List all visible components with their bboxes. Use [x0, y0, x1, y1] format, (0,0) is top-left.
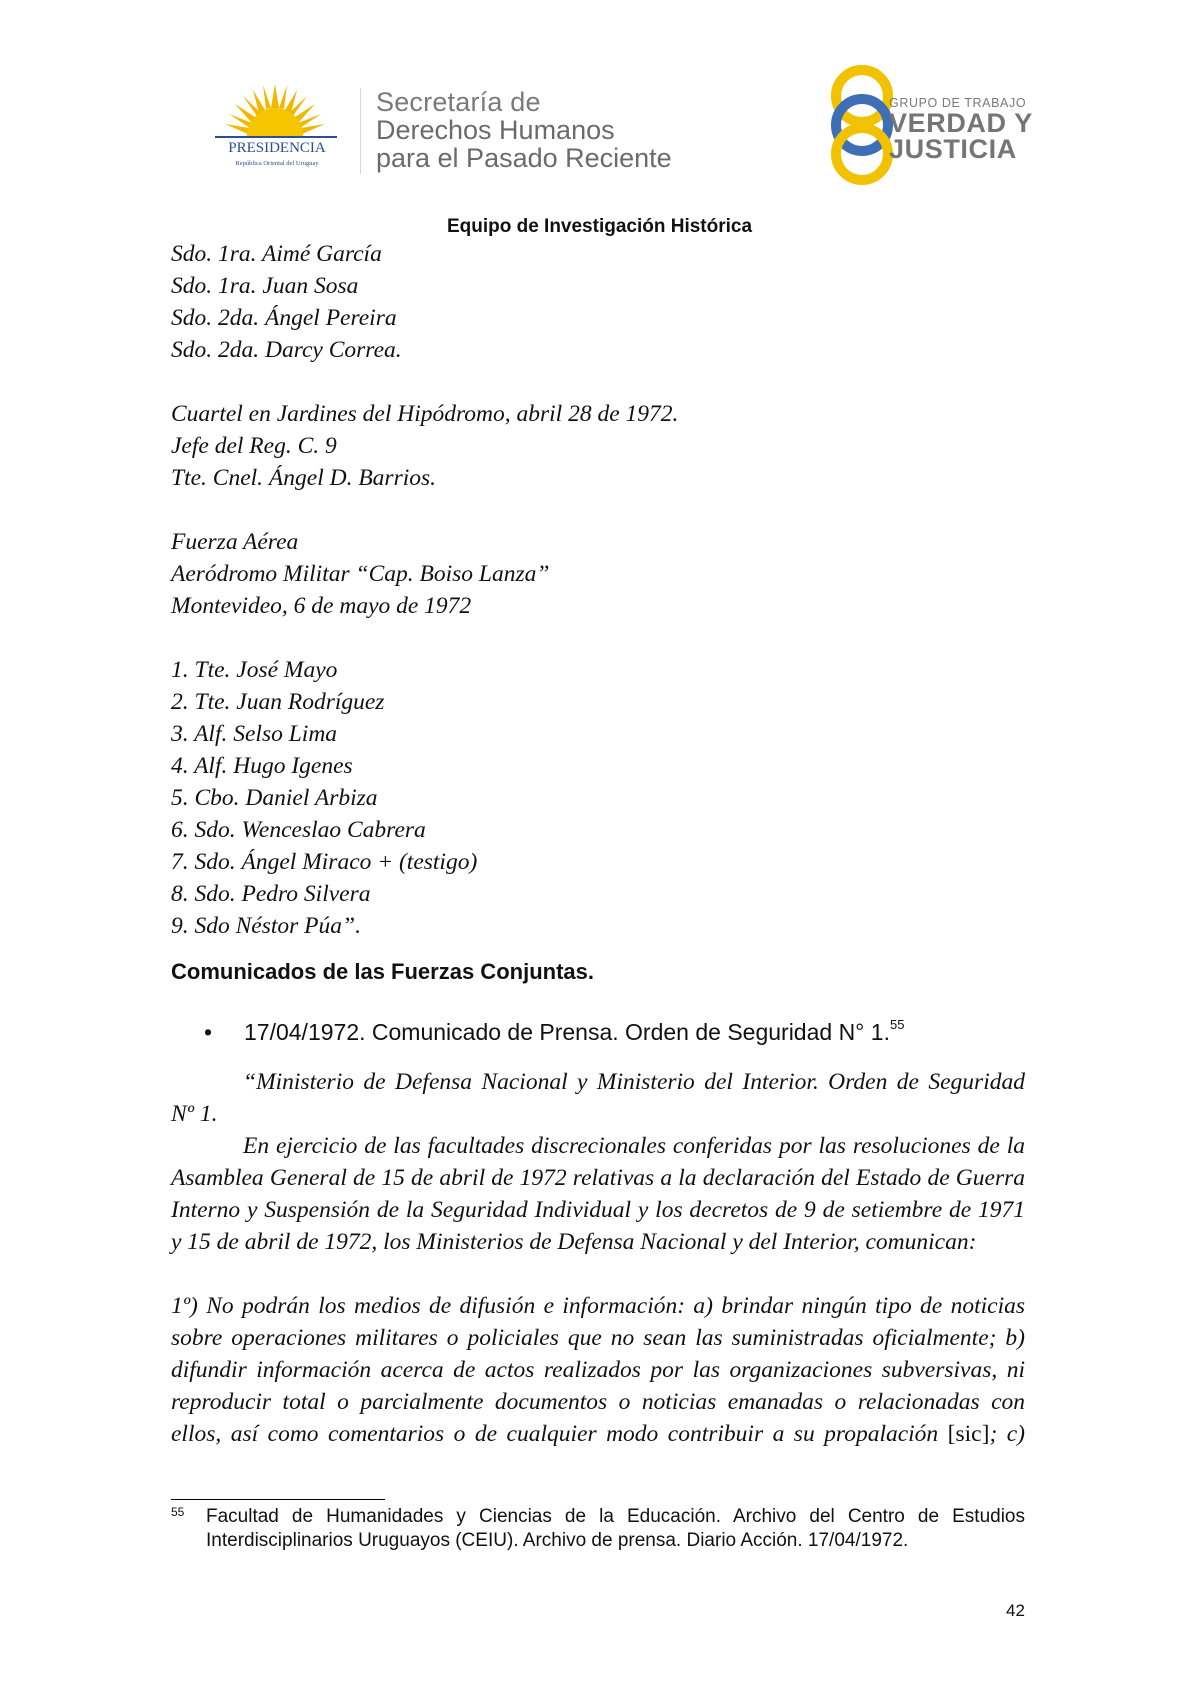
- footnote-line-1: Facultad de Humanidades y Ciencias de la Educación. Archivo del Centro de Estudios: [206, 1506, 1025, 1527]
- signatories-block: [171, 238, 1025, 366]
- secretaria-logo-text: [376, 88, 672, 172]
- list-item: 7. Sdo. Ángel Miraco + (testigo): [171, 849, 478, 875]
- fuerza-aerea-block: [171, 526, 1025, 622]
- footnote-separator: [171, 1499, 385, 1500]
- paragraph-1-line-1: “Ministerio de Defensa Nacional y Ministerio del Interior. Orden de Seguridad: [243, 1069, 1025, 1095]
- paragraph-3-tail: ; c): [989, 1421, 1025, 1447]
- list-item: 4. Alf. Hugo Igenes: [171, 753, 353, 779]
- team-title: [0, 216, 1191, 238]
- list-item: 5. Cbo. Daniel Arbiza: [171, 785, 378, 811]
- aerodromo-line: Aeródromo Militar “Cap. Boiso Lanza”: [171, 561, 550, 587]
- montevideo-date-line: Montevideo, 6 de mayo de 1972: [171, 593, 472, 619]
- chief-line: Jefe del Reg. C. 9: [171, 433, 337, 459]
- page-number: 42: [1006, 1601, 1025, 1620]
- paragraph-3: [171, 1290, 1025, 1450]
- list-item: 8. Sdo. Pedro Silvera: [171, 881, 371, 907]
- sun-icon: [215, 84, 337, 138]
- gt-big-text-1: VERDAD Y: [889, 108, 1033, 138]
- paragraph-1-line-2: [171, 1098, 1025, 1130]
- bullet-icon: •: [204, 1019, 213, 1045]
- bullet-item: [204, 1017, 904, 1046]
- cuartel-block: [171, 398, 1025, 494]
- signatory-line: Sdo. 2da. Darcy Correa.: [171, 337, 402, 363]
- list-item: 1. Tte. José Mayo: [171, 657, 338, 683]
- verdad-justicia-logo-text: [889, 96, 1033, 162]
- paragraph-2: En ejercicio de las facultades discrecionales conferidas por las resoluciones de la Asamblea General de 15 de abril de 1972 relativas a la declaración del Estado de Guerra Interno y Suspensión de la Seguridad Individual y los decretos de 9 de setiembre de 1971 y 15 de abril de 1972, los Ministerios de Defensa Nacional y del Interior, comunican:: [171, 1133, 1025, 1255]
- footnote-line-2: Interdisciplinarios Uruguayos (CEIU). Archivo de prensa. Diario Acción. 17/04/1972.: [206, 1530, 909, 1551]
- footnote-ref[interactable]: 55: [889, 1017, 905, 1032]
- list-item: 3. Alf. Selso Lima: [171, 721, 338, 747]
- footnote: [171, 1505, 1025, 1553]
- sic-marker: [sic]: [947, 1421, 990, 1447]
- gt-big-text-2: JUSTICIA: [889, 134, 1017, 164]
- secretaria-line-1: Secretaría de: [376, 87, 541, 117]
- signatory-line: Sdo. 2da. Ángel Pereira: [171, 305, 397, 331]
- secretaria-line-2: Derechos Humanos: [376, 115, 615, 145]
- section-title: Comunicados de las Fuerzas Conjuntas.: [171, 959, 594, 984]
- footnote-number: 55: [171, 1505, 185, 1519]
- list-item: 9. Sdo Néstor Púa”.: [171, 913, 361, 939]
- bullet-text: 17/04/1972. Comunicado de Prensa. Orden de Seguridad N° 1.: [244, 1019, 890, 1045]
- chief-name-line: Tte. Cnel. Ángel D. Barrios.: [171, 465, 437, 491]
- paragraph-1-line-2-text: Nº 1.: [171, 1101, 218, 1127]
- signatory-line: Sdo. 1ra. Juan Sosa: [171, 273, 359, 299]
- place-date-line: Cuartel en Jardines del Hipódromo, abril 28 de 1972.: [171, 401, 679, 427]
- footnote-body: [206, 1505, 1025, 1553]
- presidencia-logo-subtext: República Oriental del Uruguay: [235, 160, 319, 167]
- team-title-text: Equipo de Investigación Histórica: [446, 216, 753, 237]
- presidencia-sun-logo: [195, 80, 355, 180]
- signatory-line: Sdo. 1ra. Aimé García: [171, 241, 382, 267]
- fuerza-line: Fuerza Aérea: [171, 529, 299, 555]
- numbered-list: [171, 654, 1025, 942]
- list-item: 6. Sdo. Wenceslao Cabrera: [171, 817, 426, 843]
- paragraph-3-text: 1º) No podrán los medios de difusión e información: a) brindar ningún tipo de noticias sobre operaciones militares o policiales que no sean las suministradas oficialmente; b) difundir información acerca de actos realizados por las organizaciones subversivas, ni reproducir total o parcialmente documentos o noticias emanadas o relacionadas con ellos, así como comentarios o de cualquier modo contribuir a su propalación: [171, 1293, 1025, 1447]
- header-divider: [360, 88, 361, 174]
- secretaria-line-3: para el Pasado Reciente: [376, 143, 672, 173]
- list-item: 2. Tte. Juan Rodríguez: [171, 689, 385, 715]
- gt-small-text: GRUPO DE TRABAJO: [889, 96, 1027, 110]
- presidencia-logo-text: PRESIDENCIA: [228, 140, 326, 156]
